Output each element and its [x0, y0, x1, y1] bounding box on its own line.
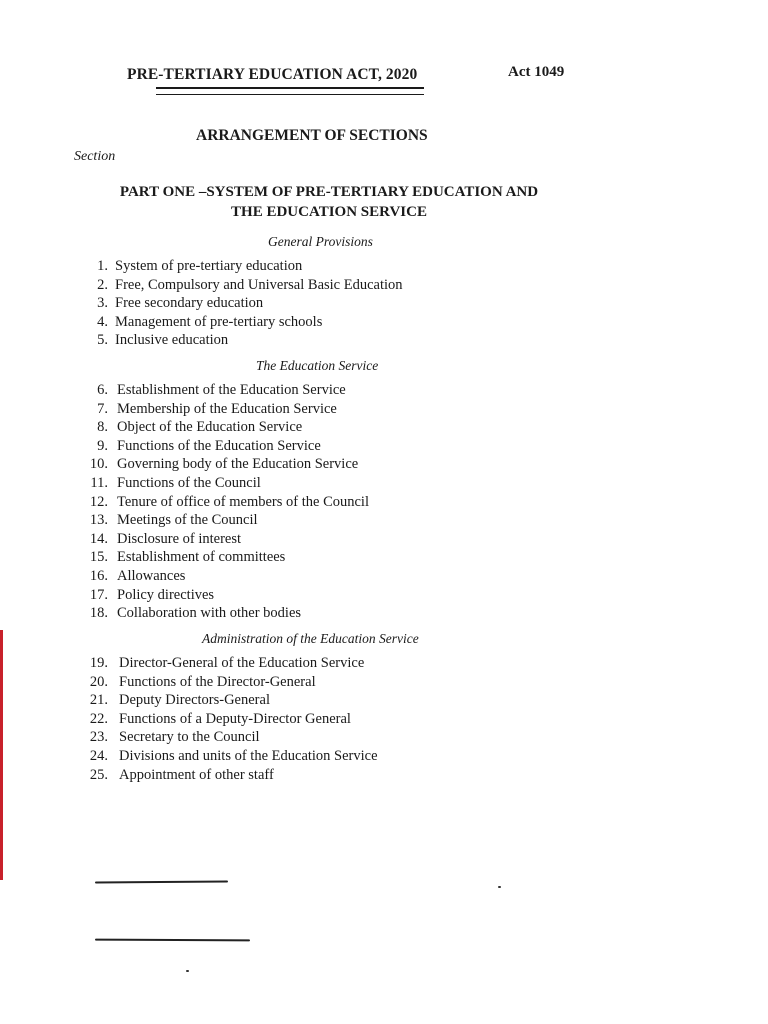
section-number: 2.: [97, 276, 108, 293]
part-heading-line-1: PART ONE –SYSTEM OF PRE-TERTIARY EDUCATION AND: [119, 184, 539, 200]
section-number: 11.: [90, 474, 108, 491]
section-title: Functions of the Education Service: [117, 437, 321, 454]
section-number: 15.: [89, 549, 108, 566]
section-title: Management of pre-tertiary schools: [115, 313, 323, 330]
list-item: [70, 586, 369, 605]
pen-stroke-lower: [95, 939, 250, 942]
section-number: 19.: [89, 655, 108, 671]
running-title: PRE-TERTIARY EDUCATION ACT, 2020: [127, 66, 418, 83]
list-item: [70, 691, 378, 710]
list-item: [70, 493, 369, 512]
list-item: [70, 747, 378, 766]
section-number: 25.: [89, 766, 108, 783]
list-item: [70, 530, 369, 549]
act-number: Act 1049: [508, 64, 565, 80]
section-number: 24.: [89, 747, 108, 764]
section-title: Establishment of committees: [117, 549, 286, 566]
part-heading: [84, 182, 574, 222]
arrangement-title: ARRANGEMENT OF SECTIONS: [196, 127, 428, 144]
list-item: [70, 313, 403, 332]
list-item: [70, 331, 403, 350]
section-title: Collaboration with other bodies: [117, 605, 302, 622]
section-number: 4.: [97, 313, 108, 330]
section-number: 22.: [89, 710, 108, 727]
section-title: Appointment of other staff: [119, 766, 274, 783]
subheading-general-provisions: General Provisions: [268, 234, 373, 249]
section-number: 14.: [89, 530, 108, 547]
list-item: [70, 567, 369, 586]
list-item: [70, 437, 369, 456]
section-number: 7.: [97, 400, 108, 417]
section-number: 12.: [89, 493, 108, 510]
section-title: Functions of a Deputy-Director General: [119, 710, 351, 727]
section-title: Policy directives: [117, 586, 215, 603]
list-item: [70, 276, 403, 295]
section-list-general-provisions: [70, 257, 403, 350]
section-number: 16.: [89, 567, 108, 584]
section-number: 9.: [97, 437, 108, 454]
section-title: Secretary to the Council: [119, 729, 260, 746]
list-item: [70, 474, 369, 493]
section-title: Free secondary education: [115, 295, 264, 312]
section-list-education-service: [70, 381, 369, 623]
title-double-rule: [156, 87, 424, 95]
section-title: Object of the Education Service: [117, 419, 303, 436]
list-item: [70, 381, 369, 400]
list-item: [70, 654, 378, 673]
section-title: Establishment of the Education Service: [117, 382, 346, 398]
section-title: Tenure of office of members of the Council: [117, 493, 369, 510]
section-number: 6.: [97, 382, 108, 398]
list-item: [70, 418, 369, 437]
section-title: Functions of the Council: [117, 474, 261, 491]
list-item: [70, 548, 369, 567]
section-number: 8.: [97, 419, 108, 436]
section-number: 23.: [89, 729, 108, 746]
section-title: Director-General of the Education Service: [119, 655, 365, 671]
page-edge-stripe: [0, 630, 3, 880]
pen-stroke-upper: [95, 881, 228, 884]
scan-speck: [186, 970, 189, 972]
list-item: [70, 766, 378, 785]
section-title: Divisions and units of the Education Service: [119, 747, 378, 764]
list-item: [70, 257, 403, 276]
list-item: [70, 604, 369, 623]
section-list-administration: [70, 654, 378, 784]
section-title: Meetings of the Council: [117, 512, 258, 529]
section-title: Membership of the Education Service: [117, 400, 337, 417]
section-number: 10.: [89, 456, 108, 473]
section-title: System of pre-tertiary education: [115, 258, 303, 274]
section-number: 17.: [89, 586, 108, 603]
section-number: 20.: [89, 673, 108, 690]
scan-speck: [498, 886, 501, 888]
subheading-education-service: The Education Service: [256, 358, 379, 373]
section-number: 13.: [89, 512, 108, 529]
list-item: [70, 710, 378, 729]
list-item: [70, 673, 378, 692]
section-number: 21.: [89, 692, 108, 709]
part-heading-line-2: THE EDUCATION SERVICE: [231, 204, 427, 220]
list-item: [70, 400, 369, 419]
section-number: 3.: [97, 295, 108, 312]
section-number: 5.: [97, 332, 108, 349]
list-item: [70, 728, 378, 747]
list-item: [70, 294, 403, 313]
section-title: Allowances: [117, 567, 186, 584]
section-title: Functions of the Director-General: [119, 673, 316, 690]
list-item: [70, 511, 369, 530]
section-number: 18.: [89, 605, 108, 622]
list-item: [70, 455, 369, 474]
section-title: Governing body of the Education Service: [117, 456, 359, 473]
section-column-label: Section: [74, 149, 116, 164]
section-title: Disclosure of interest: [117, 530, 242, 547]
section-title: Deputy Directors-General: [119, 692, 270, 709]
section-title: Inclusive education: [115, 332, 229, 349]
section-title: Free, Compulsory and Universal Basic Education: [115, 276, 403, 293]
subheading-administration: Administration of the Education Service: [202, 631, 419, 646]
section-number: 1.: [97, 258, 108, 274]
